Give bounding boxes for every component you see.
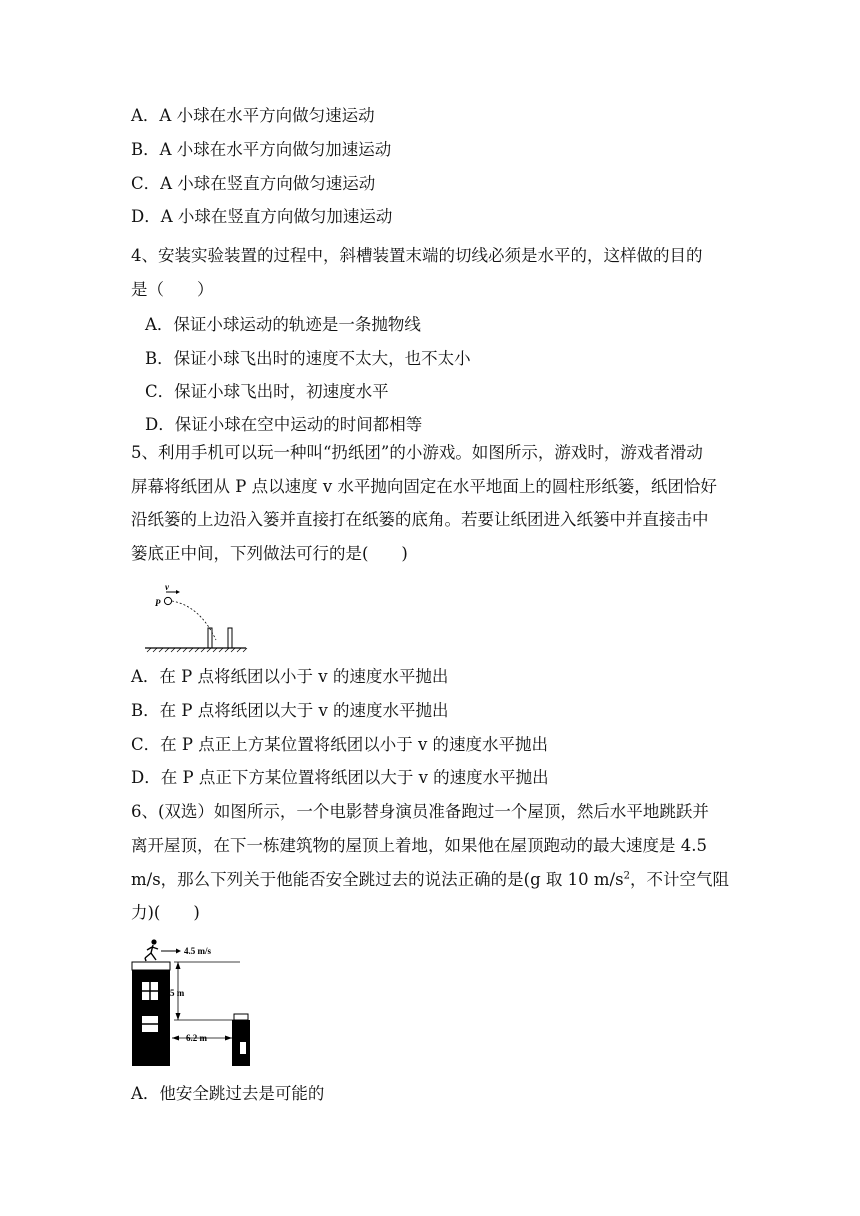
height-arrow-bottom [176,1013,181,1020]
q4-stem-line-2: 是（ ） [131,280,214,299]
q6-stem-line-3-tail: ，不计空气阻 [629,870,729,889]
unit-exponent: 2 [623,870,630,882]
fig-velocity-label: v [165,582,169,592]
q4-option-c: C．保证小球飞出时，初速度水平 [145,382,389,401]
gap-arrow-right [225,1036,232,1041]
q4-option-a: A．保证小球运动的轨迹是一条抛物线 [145,315,421,334]
q5-option-b: B．在 P 点将纸团以大于 v 的速度水平抛出 [131,701,449,720]
runner-icon [145,939,158,961]
q5-stem-line-1: 5、利用手机可以玩一种叫“扔纸团”的小游戏。如图所示，游戏时，游戏者滑动 [131,443,703,462]
height-label: 5 m [170,988,185,998]
q4-option-d: D．保证小球在空中运动的时间都相等 [145,415,423,434]
basket-right-wall [228,628,232,648]
q3-option-b: B．A 小球在水平方向做匀加速运动 [131,140,392,159]
speed-arrowhead [176,949,181,954]
q6-stem-line-3-text: m/s，那么下列关于他能否安全跳过去的说法正确的是(g 取 10 m/s [131,870,624,889]
gap-label: 6.2 m [186,1033,207,1043]
q3-option-d: D．A 小球在竖直方向做匀加速运动 [131,207,393,226]
q5-option-c: C．在 P 点正上方某位置将纸团以小于 v 的速度水平抛出 [131,735,549,754]
basket-left-wall [208,628,212,648]
building-right-window [240,1042,246,1054]
paper-ball-figure [140,580,250,654]
fig-point-p-label: P [155,598,161,608]
q6-stem-line-1: 6、(双选）如图所示，一个电影替身演员准备跑过一个屋顶，然后水平地跳跃并 [131,802,709,821]
q5-stem-line-4: 篓底正中间，下列做法可行的是( ) [131,544,408,563]
speed-label: 4.5 m/s [184,946,211,956]
velocity-arrowhead [176,590,180,594]
q6-stem-line-3 [131,870,729,890]
q6-stem-line-4: 力)( ) [131,903,200,922]
q6-option-a: A．他安全跳过去是可能的 [131,1084,325,1103]
q3-option-c: C．A 小球在竖直方向做匀速运动 [131,174,376,193]
q5-stem-line-3: 沿纸篓的上边沿入篓并直接打在纸篓的底角。若要让纸团进入纸篓中并直接击中 [131,510,709,529]
q3-option-a: A．A 小球在水平方向做匀速运动 [131,106,375,125]
q4-stem-line-1: 4、安装实验装置的过程中，斜槽装置末端的切线必须是水平的，这样做的目的 [131,246,703,265]
building-right-roof [234,1014,248,1020]
q5-stem-line-2: 屏幕将纸团从 P 点以速度 v 水平抛向固定在水平地面上的圆柱形纸篓，纸团恰好 [131,477,717,496]
roof-slab [132,962,170,970]
trajectory-dashed [172,601,216,640]
q5-option-d: D．在 P 点正下方某位置将纸团以大于 v 的速度水平抛出 [131,768,549,787]
paper-ball [164,597,171,604]
gap-arrow-left [172,1036,179,1041]
rooftop-jump-figure [128,936,256,1070]
q5-option-a: A．在 P 点将纸团以小于 v 的速度水平抛出 [131,667,449,686]
q4-option-b: B．保证小球飞出时的速度不太大，也不太小 [145,349,471,368]
height-arrow-top [176,962,181,969]
q6-stem-line-2: 离开屋顶，在下一栋建筑物的屋顶上着地，如果他在屋顶跑动的最大速度是 4.5 [131,836,707,855]
